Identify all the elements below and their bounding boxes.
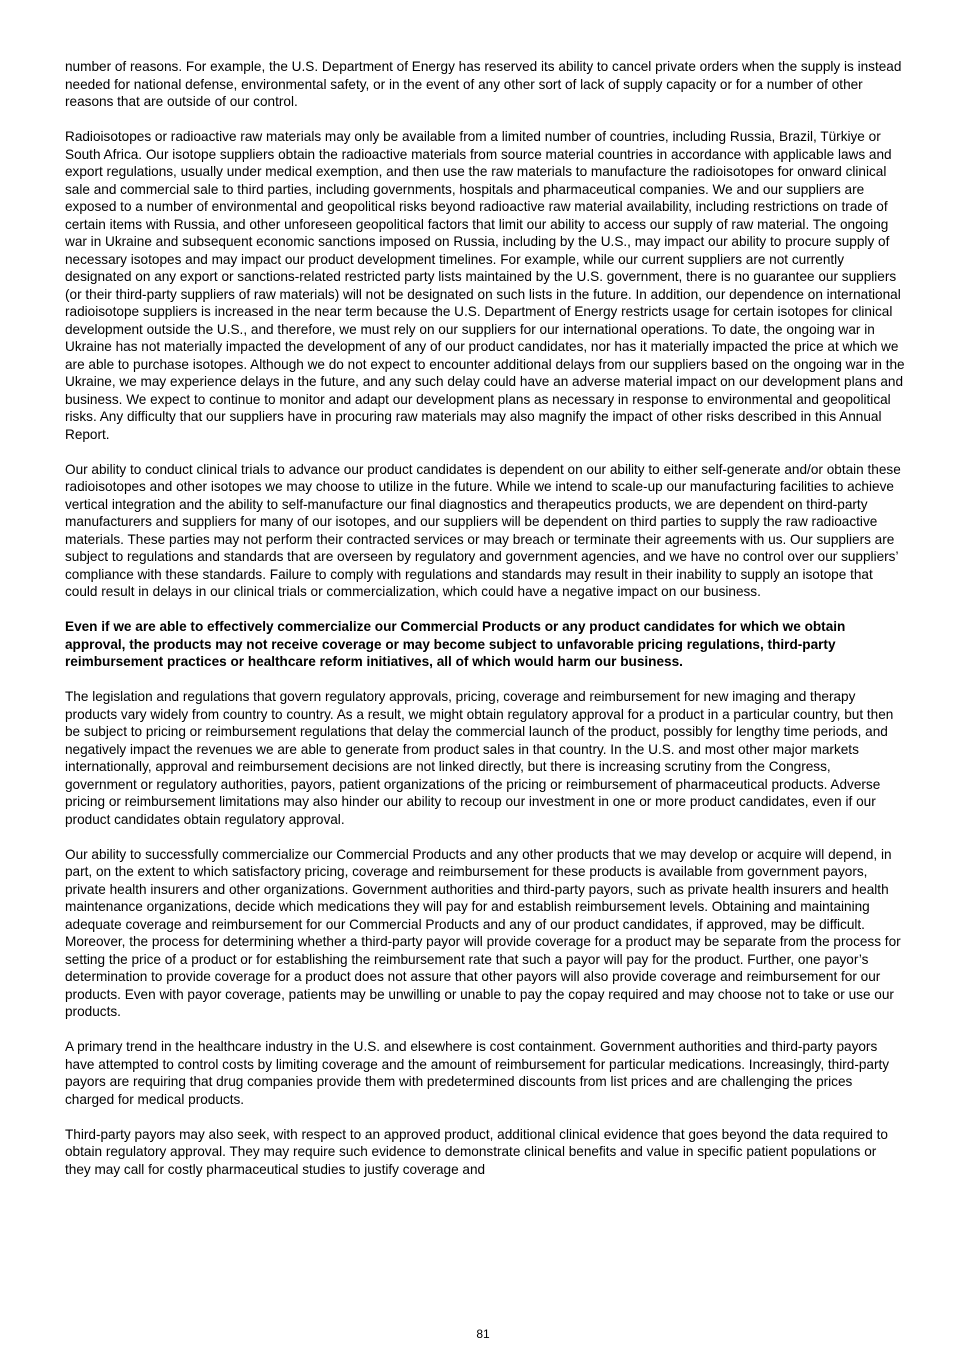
document-page	[65, 58, 905, 1196]
paragraph-pricing-legislation: The legislation and regulations that govern regulatory approvals, pricing, coverage and reimbursement for new imaging and therapy products vary widely from country to country. As a result, we might obtain regulatory approval for a product in a particular country, but then be subject to pricing or reimbursement regulations that delay the commercial launch of the product, possibly for lengthy time periods, and negatively impact the revenues we are able to generate from product sales in that country. In the U.S. and most other major markets internationally, approval and reimbursement decisions are not linked directly, but there is increasing scrutiny from the Congress, government or regulatory authorities, payors, patient organizations of the pricing or reimbursement of pharmaceutical products. Adverse pricing or reimbursement limitations may also hinder our ability to recoup our investment in one or more product candidates, even if our product candidates obtain regulatory approval.	[65, 689, 894, 827]
paragraph-coverage-reimbursement: Our ability to successfully commercialize our Commercial Products and any other products that we may develop or acquire will depend, in part, on the extent to which satisfactory pricing, coverage and reimbursement for these products is available from government payors, private health insurers and other organizations. Government authorities and third-party payors, such as private health insurers and health maintenance organizations, decide which medications they will pay for and establish reimbursement levels. Obtaining and maintaining adequate coverage and reimbursement for our Commercial Products and any of our product candidates, if approved, may be difficult. Moreover, the process for determining whether a third-party payor will provide coverage for a product may be separate from the process for setting the price of a product or for establishing the reimbursement rate that such a payor will pay for the product. Further, one payor’s determination to provide coverage for a product does not assure that other payors will also provide coverage and reimbursement for our products. Even with payor coverage, patients may be unwilling or unable to pay the copay required and may choose not to take or use our products.	[65, 846, 901, 1019]
paragraph-cost-containment: A primary trend in the healthcare industry in the U.S. and elsewhere is cost containment. Government authorities and third-party payors have attempted to control costs by limiting coverage and the amount of reimbursement for particular medications. Increasingly, third-party payors are requiring that drug companies provide them with predetermined discounts from list prices and are challenging the prices charged for medical products.	[65, 1039, 890, 1107]
paragraph-clinical-evidence: Third-party payors may also seek, with respect to an approved product, additional clinical evidence that goes beyond the data required to obtain regulatory approval. They may require such evidence to demonstrate clinical benefits and value in specific patient populations or they may call for costly pharmaceutical studies to justify coverage and	[65, 1126, 888, 1177]
paragraph-supply-cancellation: number of reasons. For example, the U.S. Department of Energy has reserved its ability to cancel private orders when the supply is instead needed for national defense, environmental safety, or in the event of any other sort of lack of supply capacity or for a number of other reasons that are outside of our control.	[65, 59, 902, 109]
paragraph-radioisotope-sources: Radioisotopes or radioactive raw materials may only be available from a limited number of countries, including Russia, Brazil, Türkiye or South Africa. Our isotope suppliers obtain the radioactive materials from source material countries in accordance with applicable laws and export regulations, usually under medical exemption, and then use the raw materials to manufacture the radioisotopes for onward clinical sale and commercial sale to third parties, including governments, hospitals and pharmaceutical companies. We and our suppliers are exposed to a number of environmental and geopolitical risks beyond radioactive raw material availability, including restrictions on trade of certain items with Russia, and other unforeseen geopolitical factors that limit our ability to access our supply of raw material. The ongoing war in Ukraine and subsequent economic sanctions imposed on Russia, including by the U.S., may impact our ability to procure supply of necessary isotopes and may impact our product development timelines. For example, while our current suppliers are not currently designated on any export or sanctions-related restricted party lists maintained by the U.S. government, there is no guarantee our suppliers (or their third-party suppliers of raw materials) will not be designated on such lists in the future. In addition, our dependence on international radioisotope suppliers is increased in the near term because the U.S. Department of Energy restricts usage for certain isotopes for clinical development outside the U.S., and therefore, we must rely on our suppliers for our international operations. To date, the ongoing war in Ukraine has not materially impacted the development of any of our product candidates, nor has it materially impacted the price at which we are able to purchase isotopes. Although we do not expect to encounter additional delays from our suppliers based on the ongoing war in the Ukraine, we may experience delays in the future, and any such delay could have an adverse material impact on our development plans and business. We expect to continue to monitor and adapt our development plans as necessary in response to environmental and geopolitical risks. Any difficulty that our suppliers have in procuring raw materials may also magnify the impact of other risks described in this Annual Report.	[65, 129, 905, 442]
paragraph-clinical-trial-dependence: Our ability to conduct clinical trials to advance our product candidates is dependent on our ability to either self-generate and/or obtain these radioisotopes and other isotopes we may choose to utilize in the future. While we intend to scale-up our manufacturing facilities to achieve vertical integration and the ability to self-manufacture our final diagnostics and therapeutics products, we are dependent on third-party manufacturers and suppliers for many of our isotopes, and our suppliers will be dependent on third parties to supply the raw radioactive materials. These parties may not perform their contracted services or may breach or terminate their agreements with us. Our suppliers are subject to regulations and standards that are overseen by regulatory and government agencies, and we have no control over our suppliers’ compliance with these standards. Failure to comply with regulations and standards may result in their inability to supply an isotope that could result in delays in our clinical trials or commercialization, which could have a negative impact on our business.	[65, 461, 901, 599]
page-number: 81	[476, 1327, 490, 1341]
risk-factor-heading: Even if we are able to effectively commercialize our Commercial Products or any product candidates for which we obtain approval, the products may not receive coverage or may become subject to unfavorable pricing regulations, third-party reimbursement practices or healthcare reform initiatives, all of which would harm our business.	[65, 619, 846, 669]
